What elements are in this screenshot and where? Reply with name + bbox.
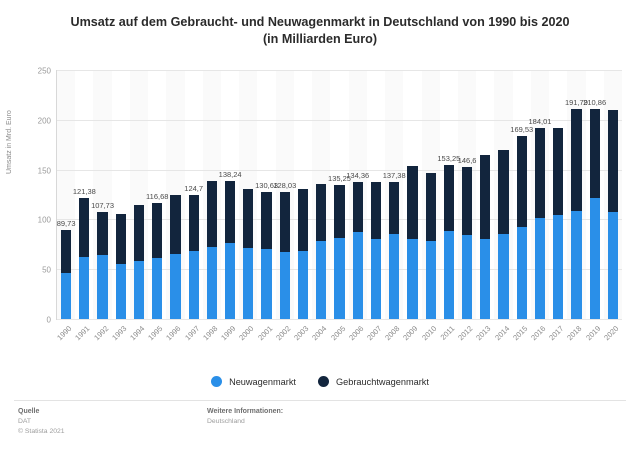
bar-column[interactable] xyxy=(134,205,144,319)
bar-value-label: 137,38 xyxy=(382,171,406,181)
bar-segment-neuwagenmarkt xyxy=(334,238,344,319)
bar-value-label: 107,73 xyxy=(91,200,115,210)
x-axis-tick-label: 2017 xyxy=(547,324,566,343)
bar-column[interactable] xyxy=(371,182,381,319)
bar-value-label: 138,24 xyxy=(218,170,242,180)
bar-segment-neuwagenmarkt xyxy=(535,218,545,319)
x-axis-tick-label: 2007 xyxy=(365,324,384,343)
footer-source-title: Quelle xyxy=(18,408,40,415)
x-axis-tick-label: 2010 xyxy=(419,324,438,343)
y-axis-tick-label: 250 xyxy=(37,66,51,76)
bar-column[interactable] xyxy=(498,150,508,319)
plot-area xyxy=(0,62,640,343)
bar-value-label: 210,86 xyxy=(583,97,607,107)
footer-copyright: © Statista 2021 xyxy=(18,428,65,435)
bar-column[interactable] xyxy=(225,181,235,319)
chart-title-line-1: Umsatz auf dem Gebraucht- und Neuwagenmarkt in Deutschland von 1990 bis 2020 xyxy=(70,15,570,29)
bar-column[interactable] xyxy=(316,184,326,319)
bar-segment-neuwagenmarkt xyxy=(590,198,600,319)
y-axis-tick-label: 150 xyxy=(37,166,51,176)
chart-title xyxy=(0,0,640,48)
legend-swatch-icon xyxy=(318,376,329,387)
scrollbar[interactable] xyxy=(635,0,640,476)
bar-segment-neuwagenmarkt xyxy=(480,239,490,319)
footer xyxy=(0,408,640,476)
bar-segment-neuwagenmarkt xyxy=(134,261,144,319)
bar-value-label: 146,6 xyxy=(457,156,477,165)
bar-column[interactable] xyxy=(389,182,399,319)
x-axis-tick-label: 2009 xyxy=(401,324,420,343)
y-axis-tick-label: 0 xyxy=(46,315,51,325)
x-axis-tick-label: 2012 xyxy=(456,324,475,343)
y-axis-tick-label: 200 xyxy=(37,116,51,126)
legend-item-neuwagenmarkt[interactable] xyxy=(211,376,296,387)
bar-column[interactable] xyxy=(462,167,472,319)
x-axis-tick-label: 1994 xyxy=(128,324,147,343)
legend-swatch-icon xyxy=(211,376,222,387)
bar-column[interactable] xyxy=(553,128,563,319)
bar-segment-neuwagenmarkt xyxy=(444,231,454,319)
footer-info xyxy=(207,408,283,425)
bar-column[interactable] xyxy=(426,173,436,319)
bar-column[interactable] xyxy=(590,109,600,319)
bar-column[interactable] xyxy=(608,110,618,319)
bar-value-label: 191,79 xyxy=(564,97,588,107)
chart-title-line-2: (in Milliarden Euro) xyxy=(262,32,378,46)
x-axis-ticks xyxy=(56,320,622,370)
x-axis-tick-label: 2014 xyxy=(492,324,511,343)
bar-value-label: 116,68 xyxy=(146,191,169,201)
bar-column[interactable] xyxy=(261,192,271,319)
bar-segment-neuwagenmarkt xyxy=(61,273,71,319)
bar-value-label: 184,01 xyxy=(528,116,552,126)
bar-column[interactable] xyxy=(61,230,71,319)
bar-column[interactable] xyxy=(189,195,199,319)
footer-source-name: DAT xyxy=(18,418,32,425)
legend-label-neuwagenmarkt: Neuwagenmarkt xyxy=(229,376,296,387)
bar-column[interactable] xyxy=(97,212,107,319)
bar-value-label: 130,63 xyxy=(255,180,279,190)
x-axis-tick-label: 2019 xyxy=(583,324,603,343)
footer-info-title: Weitere Informationen: xyxy=(207,408,284,415)
bar-segment-neuwagenmarkt xyxy=(170,254,180,319)
bar-segment-neuwagenmarkt xyxy=(207,247,217,319)
x-axis-tick-label: 1992 xyxy=(91,324,110,343)
bar-column[interactable] xyxy=(407,166,417,319)
x-axis-tick-label: 1997 xyxy=(182,324,202,343)
bar-column[interactable] xyxy=(152,203,162,319)
bar-segment-neuwagenmarkt xyxy=(316,241,326,319)
x-axis-tick-label: 2011 xyxy=(438,324,457,342)
bar-segment-neuwagenmarkt xyxy=(243,248,253,319)
x-axis-tick-label: 1995 xyxy=(146,324,165,343)
bar-segment-neuwagenmarkt xyxy=(553,215,563,319)
bar-segment-neuwagenmarkt xyxy=(407,239,417,319)
bar-segment-neuwagenmarkt xyxy=(298,251,308,319)
bar-value-label: 169,53 xyxy=(510,124,534,134)
bar-segment-neuwagenmarkt xyxy=(371,239,381,319)
x-axis-tick-label: 2018 xyxy=(565,324,584,343)
x-axis-tick-label: 1990 xyxy=(55,324,74,343)
x-axis-tick-label: 2001 xyxy=(255,324,274,343)
x-axis-tick-label: 1996 xyxy=(164,324,183,343)
footer-source xyxy=(18,408,65,435)
bar-segment-neuwagenmarkt xyxy=(498,234,508,319)
bar-segment-neuwagenmarkt xyxy=(225,243,235,319)
legend-label-gebrauchtwagenmarkt: Gebrauchtwagenmarkt xyxy=(335,376,429,387)
x-axis-tick-label: 2015 xyxy=(510,324,530,343)
x-axis-tick-label: 2006 xyxy=(346,324,366,343)
bar-column[interactable] xyxy=(535,128,545,319)
bar-column[interactable] xyxy=(170,195,180,319)
x-axis-tick-label: 2016 xyxy=(529,324,548,343)
bar-column[interactable] xyxy=(571,109,581,319)
x-axis-tick-label: 2020 xyxy=(602,324,621,343)
x-axis-tick-label: 2003 xyxy=(292,324,311,343)
plot-canvas xyxy=(37,66,622,325)
x-axis-tick-label: 1998 xyxy=(201,324,220,343)
x-axis-tick-label: 2000 xyxy=(237,324,256,343)
bar-value-label: 121,38 xyxy=(72,187,96,197)
bar-value-label: 128,03 xyxy=(273,180,297,190)
bar-segment-neuwagenmarkt xyxy=(608,212,618,319)
bar-column[interactable] xyxy=(480,155,490,319)
x-axis-tick-label: 1999 xyxy=(219,324,238,343)
bar-value-label: 124,7 xyxy=(184,183,204,193)
bar-column[interactable] xyxy=(334,185,344,319)
bar-column[interactable] xyxy=(298,189,308,319)
bar-segment-neuwagenmarkt xyxy=(517,227,527,319)
bar-column[interactable] xyxy=(116,214,126,319)
bar-value-label: 153,25 xyxy=(437,154,461,164)
bar-column[interactable] xyxy=(79,198,89,319)
bar-column[interactable] xyxy=(353,182,363,319)
bar-segment-neuwagenmarkt xyxy=(280,252,290,319)
bar-segment-neuwagenmarkt xyxy=(152,258,162,319)
bar-value-label: 134,36 xyxy=(346,171,370,181)
bar-segment-neuwagenmarkt xyxy=(79,257,89,319)
bar-column[interactable] xyxy=(207,181,217,319)
x-axis-tick-label: 2013 xyxy=(474,324,493,343)
bar-segment-neuwagenmarkt xyxy=(116,264,126,319)
y-axis-label: Umsatz in Mrd. Euro xyxy=(6,110,13,174)
bar-segment-neuwagenmarkt xyxy=(571,211,581,319)
bar-column[interactable] xyxy=(444,165,454,319)
bar-segment-neuwagenmarkt xyxy=(426,241,436,319)
footer-divider xyxy=(14,400,626,401)
x-axis-tick-label: 2004 xyxy=(310,324,329,343)
bar-column[interactable] xyxy=(280,192,290,319)
legend xyxy=(0,376,640,387)
bar-segment-neuwagenmarkt xyxy=(261,249,271,319)
footer-info-value: Deutschland xyxy=(207,418,245,425)
x-axis-tick-label: 2002 xyxy=(274,324,293,343)
x-axis-tick-label: 2008 xyxy=(383,324,402,343)
bar-series xyxy=(57,70,622,319)
x-axis-tick-label: 1993 xyxy=(109,324,129,343)
x-axis-tick-label: 2005 xyxy=(328,324,347,343)
bar-segment-neuwagenmarkt xyxy=(389,234,399,319)
bar-value-label: 89,73 xyxy=(56,218,76,228)
legend-item-gebrauchtwagenmarkt[interactable] xyxy=(318,376,429,387)
bar-segment-neuwagenmarkt xyxy=(353,232,363,319)
y-axis-tick-label: 100 xyxy=(37,215,51,225)
bar-value-label: 135,25 xyxy=(328,174,351,184)
bar-segment-neuwagenmarkt xyxy=(97,255,107,319)
x-axis-tick-label: 1991 xyxy=(73,324,92,343)
bar-column[interactable] xyxy=(517,136,527,319)
y-axis-tick-label: 50 xyxy=(42,265,51,275)
bar-segment-neuwagenmarkt xyxy=(462,235,472,319)
bar-column[interactable] xyxy=(243,189,253,319)
bar-segment-neuwagenmarkt xyxy=(189,251,199,319)
